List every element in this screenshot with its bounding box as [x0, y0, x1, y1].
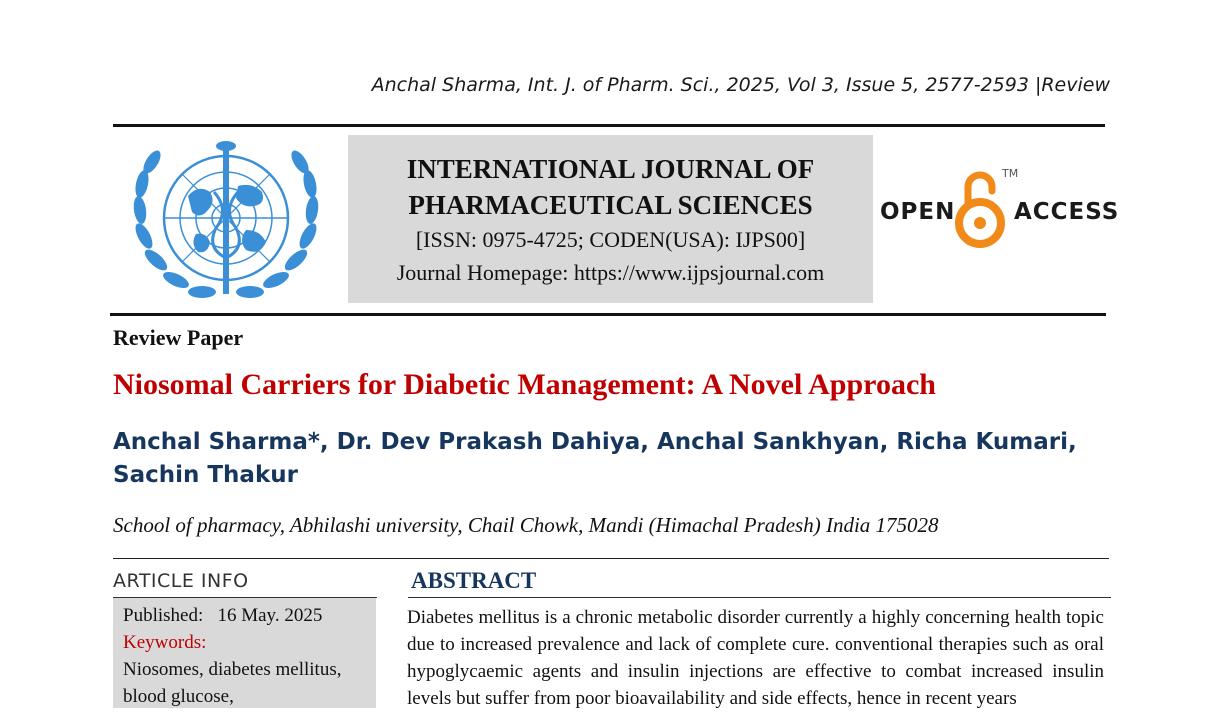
abstract-body: Diabetes mellitus is a chronic metabolic disorder currently a highly concerning health topic due to increased prevalence and lack of complete cure. conventional therapies such as oral hypoglycaemic agents and insulin injections are effective to combat increased insulin levels but suffer from poor bioavailability and side effects, hence in recent years [407, 607, 1104, 709]
header-rule-bottom [110, 313, 1106, 316]
keywords-label: Keywords: [123, 632, 207, 653]
keywords-list: Niosomes, diabetes mellitus, blood glucose, [123, 659, 342, 707]
abstract-rule [408, 597, 1111, 598]
article-info-heading: ARTICLE INFO [113, 570, 249, 592]
published-label: Published: [123, 605, 204, 626]
abstract-heading: ABSTRACT [411, 568, 537, 593]
journal-name-line1: INTERNATIONAL JOURNAL OF [406, 154, 815, 184]
journal-homepage: Journal Homepage: https://www.ijpsjournal.com [396, 260, 825, 285]
open-lock-icon [954, 165, 1006, 251]
open-access-left: OPEN [880, 199, 956, 225]
affiliation: School of pharmacy, Abhilashi university, Chail Chowk, Mandi (Himachal Pradesh) India 175028 [113, 513, 939, 537]
open-access-logo [880, 165, 1120, 255]
published-row [123, 602, 376, 629]
paper-title: Niosomal Carriers for Diabetic Management: A Novel Approach [113, 368, 936, 401]
un-emblem-icon [126, 138, 326, 306]
journal-banner [348, 135, 873, 303]
section-divider [113, 558, 1109, 559]
published-date: 16 May. 2025 [217, 605, 323, 626]
running-head: Anchal Sharma, Int. J. of Pharm. Sci., 2025, Vol 3, Issue 5, 2577-2593 |Review [371, 74, 1110, 96]
journal-name-line2: PHARMACEUTICAL SCIENCES [408, 190, 813, 220]
article-info-box [113, 598, 376, 708]
trademark-mark: TM [1002, 167, 1019, 180]
header-rule-top [113, 124, 1105, 127]
author-list: Anchal Sharma*, Dr. Dev Prakash Dahiya, Anchal Sankhyan, Richa Kumari, Sachin Thakur [113, 429, 1077, 488]
paper-type: Review Paper [113, 325, 244, 350]
journal-issn: [ISSN: 0975-4725; CODEN(USA): IJPS00] [415, 227, 806, 252]
open-access-right: ACCESS [1014, 199, 1120, 225]
